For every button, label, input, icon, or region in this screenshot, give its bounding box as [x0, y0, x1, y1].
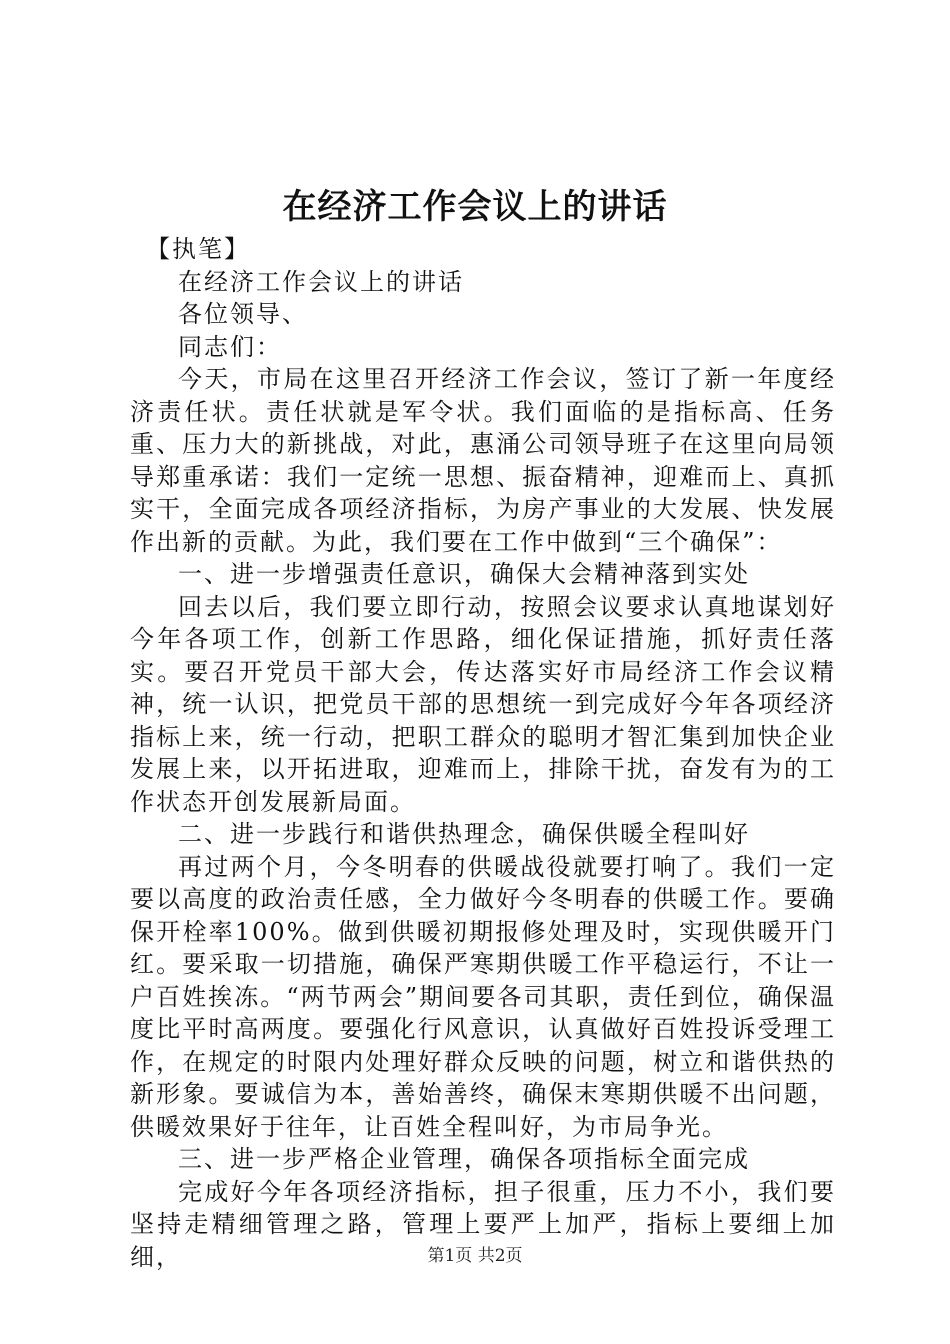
section-paragraph-3: 完成好今年各项经济指标，担子很重，压力不小，我们要坚持走精细管理之路，管理上要严上加严，指标上要细上加细，	[130, 1177, 836, 1271]
section-paragraph-1: 回去以后，我们要立即行动，按照会议要求认真地谋划好今年各项工作，创新工作思路，细化保证措施，抓好责任落实。要召开党员干部大会，传达落实好市局经济工作会议精神，统一认识，把党员干部的思想统一到完成好今年各项经济指标上来，统一行动，把职工群众的聪明才智汇集到加快企业发展上来，以开拓进取，迎难而上，排除干扰，奋发有为的工作状态开创发展新局面。	[130, 592, 836, 816]
section-paragraph-2: 再过两个月，今冬明春的供暖战役就要打响了。我们一定要以高度的政治责任感，全力做好今冬明春的供暖工作。要确保开栓率100%。做到供暖初期报修处理及时，实现供暖开门红。要采取一切措施，确保严寒期供暖工作平稳运行，不让一户百姓挨冻。“两节两会”期间要各司其职，责任到位，确保温度比平时高两度。要强化行风意识，认真做好百姓投诉受理工作，在规定的时限内处理好群众反映的问题，树立和谐供热的新形象。要诚信为本，善始善终，确保末寒期供暖不出问题，供暖效果好于往年，让百姓全程叫好，为市局争光。	[130, 852, 836, 1141]
salutation-line-1: 各位领导、	[178, 300, 308, 328]
section-heading-2: 二、进一步践行和谐供热理念，确保供暖全程叫好	[178, 820, 750, 848]
intro-paragraph: 今天，市局在这里召开经济工作会议，签订了新一年度经济责任状。责任状就是军令状。我们面临的是指标高、任务重、压力大的新挑战，对此，惠涌公司领导班子在这里向局领导郑重承诺：我们一定统一思想、振奋精神，迎难而上、真抓实干，全面完成各项经济指标，为房产事业的大发展、快发展作出新的贡献。为此，我们要在工作中做到“三个确保”：	[130, 365, 836, 556]
document-body	[130, 233, 836, 1273]
section-heading-1: 一、进一步增强责任意识，确保大会精神落到实处	[178, 560, 750, 588]
salutation-line-2: 同志们：	[178, 332, 282, 361]
author-tag: 【执笔】	[146, 235, 250, 263]
page-footer: 第1页 共2页	[427, 1246, 523, 1266]
document-title: 在经济工作会议上的讲话	[282, 187, 668, 227]
subtitle-line: 在经济工作会议上的讲话	[178, 267, 464, 296]
section-heading-3: 三、进一步严格企业管理，确保各项指标全面完成	[178, 1145, 750, 1173]
